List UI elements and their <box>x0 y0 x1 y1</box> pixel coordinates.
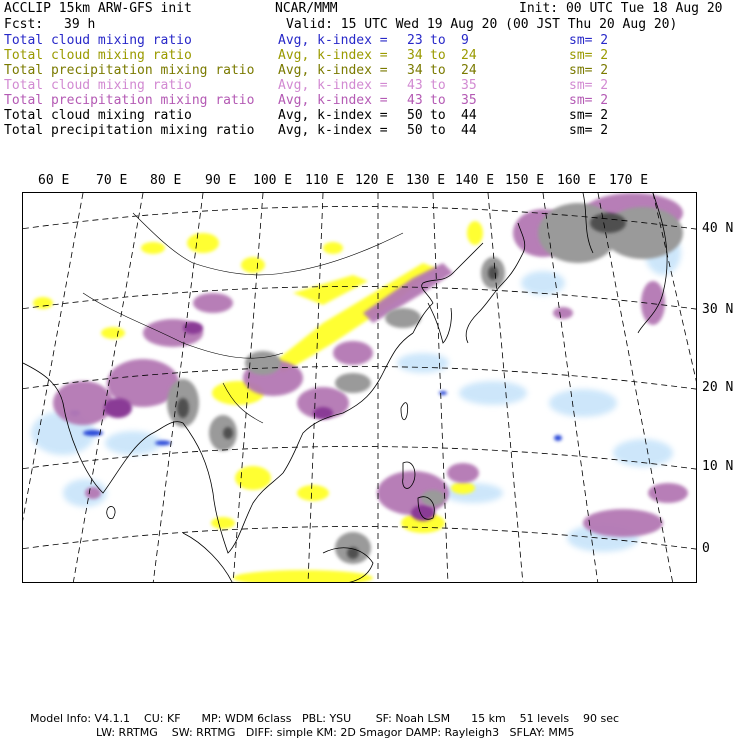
lon-label: 160 E <box>557 173 597 188</box>
model-info-line2: LW: RRTMG SW: RRTMG DIFF: simple KM: 2D Smagor DAMP: Rayleigh3 SFLAY: MM5 <box>96 726 575 739</box>
field-to: to <box>430 123 446 138</box>
field-avg-label: Avg, k-index = <box>278 93 388 108</box>
field-name: Total precipitation mixing ratio <box>4 63 255 78</box>
lon-label: 170 E <box>609 173 649 188</box>
field-to: to <box>430 48 446 63</box>
field-k-end: 35 <box>461 78 477 93</box>
field-k-start: 34 <box>407 48 423 63</box>
fcst-label: Fcst: <box>4 17 44 32</box>
lon-label: 70 E <box>96 173 128 188</box>
field-smoothing: sm= 2 <box>569 93 609 108</box>
field-name: Total precipitation mixing ratio <box>4 123 255 138</box>
field-smoothing: sm= 2 <box>569 63 609 78</box>
field-k-start: 43 <box>407 78 423 93</box>
field-avg-label: Avg, k-index = <box>278 33 388 48</box>
field-k-start: 50 <box>407 123 423 138</box>
field-k-start: 50 <box>407 108 423 123</box>
field-k-end: 35 <box>461 93 477 108</box>
field-name: Total cloud mixing ratio <box>4 78 192 93</box>
field-k-start: 23 <box>407 33 423 48</box>
field-k-end: 44 <box>461 123 477 138</box>
field-avg-label: Avg, k-index = <box>278 123 388 138</box>
field-to: to <box>430 108 446 123</box>
field-name: Total cloud mixing ratio <box>4 33 192 48</box>
model-info-line1: Model Info: V4.1.1 CU: KF MP: WDM 6class PBL: YSU SF: Noah LSM 15 km 51 levels 90 sec <box>30 712 620 725</box>
field-smoothing: sm= 2 <box>569 123 609 138</box>
model-title: ACCLIP 15km ARW-GFS init <box>4 1 192 16</box>
field-to: to <box>430 33 446 48</box>
lat-label: 10 N <box>702 459 734 474</box>
lon-label: 110 E <box>305 173 345 188</box>
lon-label: 130 E <box>406 173 446 188</box>
field-k-end: 24 <box>461 63 477 78</box>
lon-label: 90 E <box>205 173 237 188</box>
field-to: to <box>430 63 446 78</box>
field-k-start: 34 <box>407 63 423 78</box>
lat-label: 40 N <box>702 221 734 236</box>
field-name: Total cloud mixing ratio <box>4 48 192 63</box>
map-canvas <box>23 193 697 583</box>
fcst-value: 39 h <box>64 17 96 32</box>
lon-label: 150 E <box>505 173 545 188</box>
field-k-start: 43 <box>407 93 423 108</box>
lat-label: 30 N <box>702 302 734 317</box>
field-to: to <box>430 93 446 108</box>
field-smoothing: sm= 2 <box>569 78 609 93</box>
field-avg-label: Avg, k-index = <box>278 63 388 78</box>
field-smoothing: sm= 2 <box>569 33 609 48</box>
valid-time: Valid: 15 UTC Wed 19 Aug 20 (00 JST Thu 20 Aug 20) <box>286 17 678 32</box>
lon-label: 80 E <box>150 173 182 188</box>
field-smoothing: sm= 2 <box>569 108 609 123</box>
field-k-end: 24 <box>461 48 477 63</box>
lon-label: 120 E <box>355 173 395 188</box>
field-smoothing: sm= 2 <box>569 48 609 63</box>
lon-label: 60 E <box>38 173 70 188</box>
high-precip-layer <box>104 213 623 521</box>
field-k-end: 9 <box>461 33 469 48</box>
field-k-end: 44 <box>461 108 477 123</box>
field-avg-label: Avg, k-index = <box>278 48 388 63</box>
lon-label: 100 E <box>253 173 293 188</box>
map-panel <box>22 192 697 583</box>
field-name: Total precipitation mixing ratio <box>4 93 255 108</box>
lat-label: 20 N <box>702 380 734 395</box>
field-avg-label: Avg, k-index = <box>278 78 388 93</box>
init-time: Init: 00 UTC Tue 18 Aug 20 <box>519 1 723 16</box>
field-avg-label: Avg, k-index = <box>278 108 388 123</box>
field-name: Total cloud mixing ratio <box>4 108 192 123</box>
org-label: NCAR/MMM <box>275 1 338 16</box>
lon-label: 140 E <box>455 173 495 188</box>
lat-label: 0 <box>702 541 710 556</box>
field-to: to <box>430 78 446 93</box>
